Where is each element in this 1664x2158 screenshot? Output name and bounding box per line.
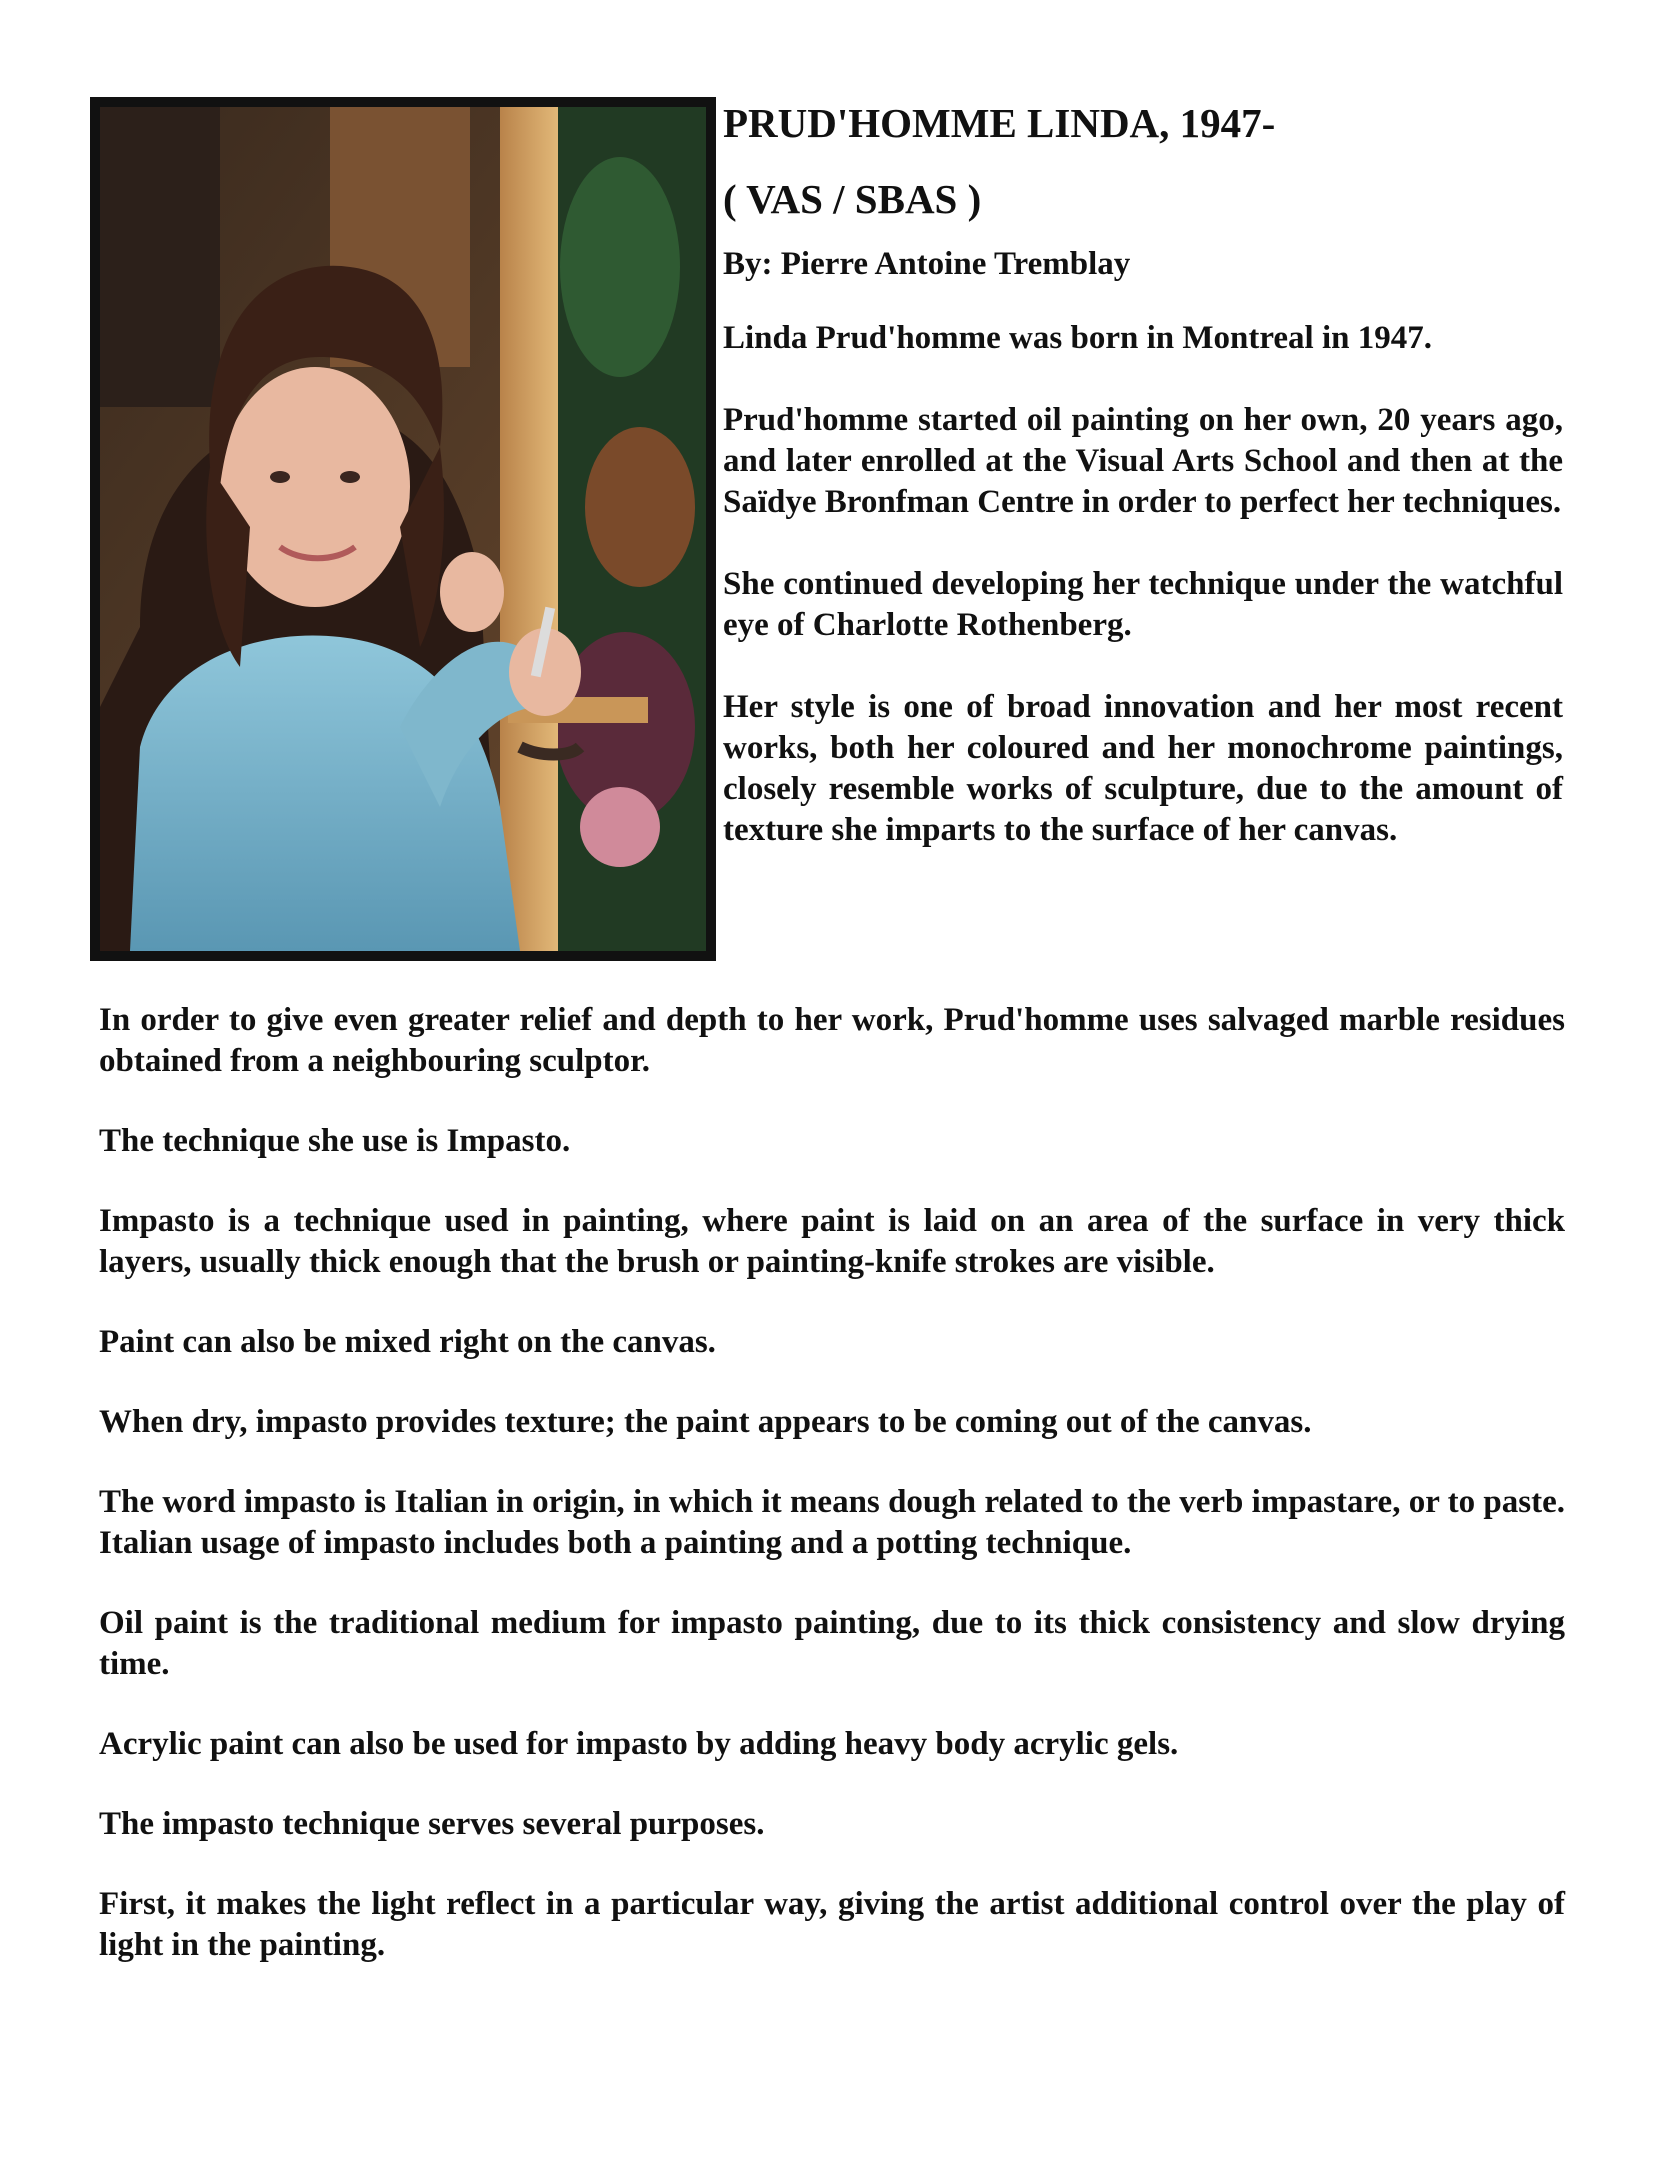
article-title: PRUD'HOMME LINDA, 1947- — [723, 100, 1276, 146]
article-header — [723, 98, 1563, 892]
affiliation: ( VAS / SBAS ) — [723, 176, 982, 222]
body-paragraph: The impasto technique serves several purposes. — [99, 1806, 765, 1842]
artist-portrait-illustration — [100, 107, 706, 951]
article-body — [99, 1000, 1565, 1966]
body-paragraph: The word impasto is Italian in origin, in which it means dough related to the verb impastare, or to paste. Italian usage of impasto includes both a painting and a potting technique. — [99, 1484, 1565, 1561]
body-paragraph: First, it makes the light reflect in a particular way, giving the artist additional control over the play of light in the painting. — [99, 1886, 1565, 1963]
intro-paragraph: Prud'homme started oil painting on her own, 20 years ago, and later enrolled at the Visual Arts School and then at the Saïdye Bronfman Centre in order to perfect her techniques. — [723, 402, 1563, 520]
body-paragraph: When dry, impasto provides texture; the paint appears to be coming out of the canvas. — [99, 1404, 1312, 1440]
body-paragraph: Paint can also be mixed right on the canvas. — [99, 1324, 716, 1360]
byline: By: Pierre Antoine Tremblay — [723, 246, 1131, 282]
intro-paragraph: Her style is one of broad innovation and her most recent works, both her coloured and her monochrome paintings, closely resemble works of sculpture, due to the amount of texture she imparts to the surface of her canvas. — [723, 689, 1563, 848]
intro-paragraph: She continued developing her technique under the watchful eye of Charlotte Rothenberg. — [723, 566, 1563, 643]
body-paragraph: The technique she use is Impasto. — [99, 1123, 571, 1159]
body-paragraph: Oil paint is the traditional medium for impasto painting, due to its thick consistency and slow drying time. — [99, 1605, 1565, 1682]
body-paragraph: In order to give even greater relief and depth to her work, Prud'homme uses salvaged marble residues obtained from a neighbouring sculptor. — [99, 1002, 1565, 1079]
intro-paragraph: Linda Prud'homme was born in Montreal in 1947. — [723, 320, 1432, 356]
body-paragraph: Acrylic paint can also be used for impasto by adding heavy body acrylic gels. — [99, 1726, 1179, 1762]
body-paragraph: Impasto is a technique used in painting, where paint is laid on an area of the surface in very thick layers, usually thick enough that the brush or painting-knife strokes are visible. — [99, 1203, 1565, 1280]
artist-photo — [90, 97, 716, 961]
